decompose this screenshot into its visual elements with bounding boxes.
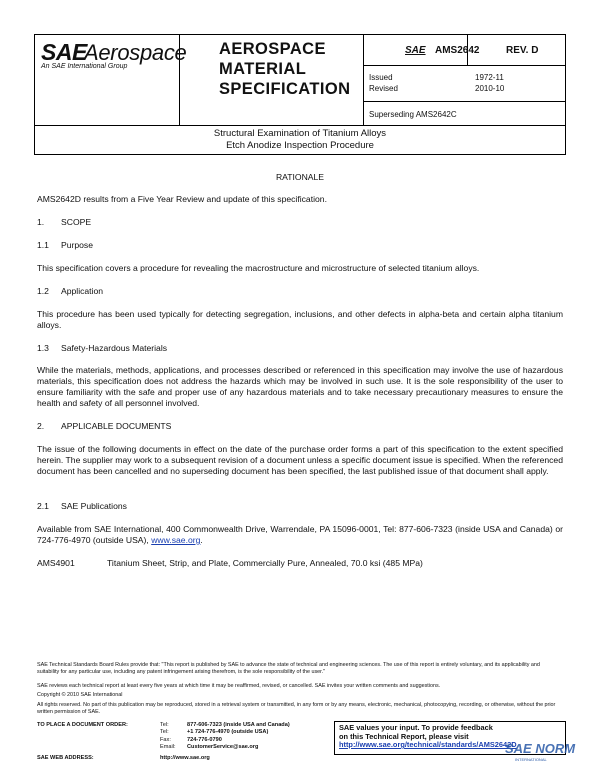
document-number: AMS2642	[435, 45, 480, 56]
spec-type-title	[219, 39, 350, 99]
section-number: 1.	[37, 217, 45, 227]
spec-type-line: AEROSPACE	[219, 40, 326, 58]
footer-rights-text: All rights reserved. No part of this publication may be reproduced, stored in a retrieval system or transmitted, in any form or by any means, electronic, mechanical, photocopying, recording, or otherwise, without the prior written permission of SAE.	[37, 702, 556, 715]
watermark-subtitle: INTERNATIONAL	[515, 757, 547, 762]
watermark-logo: SAE NORM	[505, 741, 576, 756]
tel-label: Tel:	[160, 722, 169, 728]
section-1-1-heading	[37, 240, 93, 250]
section-2-heading	[37, 421, 171, 431]
brand-tagline: An SAE International Group	[41, 63, 128, 70]
section-number: 1.2	[37, 286, 49, 296]
footer-review-text: SAE reviews each technical report at least every five years at which time it may be reaffirmed, revised, or cancelled. SAE invites your written comments and suggestions.	[37, 683, 441, 689]
title-line: Etch Anodize Inspection Procedure	[226, 140, 374, 151]
fax-label: Fax:	[160, 737, 171, 743]
header-rule	[363, 65, 566, 66]
feedback-line: on this Technical Report, please visit	[339, 731, 469, 741]
section-1-2-text: This procedure has been used typically for detecting segregation, inclusions, and other defects in alpha-beta and certain alpha titanium alloys.	[37, 309, 563, 330]
order-label: TO PLACE A DOCUMENT ORDER:	[37, 722, 128, 728]
section-1-heading	[37, 217, 91, 227]
brand-logo-aerospace: Aerospace	[84, 40, 187, 65]
rationale-heading: RATIONALE	[275, 172, 325, 182]
feedback-link[interactable]: http://www.sae.org/technical/standards/AMS2642D	[339, 740, 517, 749]
rationale-text: AMS2642D results from a Five Year Review and update of this specification.	[37, 194, 327, 204]
web-value[interactable]: http://www.sae.org	[160, 755, 210, 761]
email-label: Email:	[160, 744, 176, 750]
tel-value: +1 724-776-4970 (outside USA)	[187, 729, 269, 735]
publication-source: Available from SAE International, 400 Commonwealth Drive, Warrendale, PA 15096-0001, Tel: 877-606-7323 (inside USA and Canada) or 724-776-4970 (outside USA),	[37, 524, 563, 545]
section-2-1-heading	[37, 501, 127, 511]
tel-label: Tel:	[160, 729, 169, 735]
reference-description: Titanium Sheet, Strip, and Plate, Commercially Pure, Annealed, 70.0 ksi (485 MPa)	[107, 558, 423, 568]
spec-type-line: MATERIAL	[219, 60, 307, 78]
document-title	[34, 125, 566, 155]
revised-label: Revised	[369, 84, 398, 93]
section-2-text: The issue of the following documents in effect on the date of the purchase order forms a part of this specification to the extent specified herein. The supplier may work to a subsequent revision of a document unless a specific document issue is specified. When the referenced document has been cancelled and no superseding document has been specified, the last published issue of that document shall apply.	[37, 444, 563, 476]
revised-date: 2010-10	[475, 84, 505, 93]
section-title: APPLICABLE DOCUMENTS	[61, 421, 172, 431]
feedback-line: SAE values your input. To provide feedback	[339, 723, 493, 732]
web-label: SAE WEB ADDRESS:	[37, 755, 94, 761]
reference-code: AMS4901	[37, 558, 75, 568]
tel-value: 877-606-7323 (inside USA and Canada)	[187, 722, 290, 728]
section-number: 1.1	[37, 240, 49, 250]
email-value[interactable]: CustomerService@sae.org	[187, 744, 259, 750]
header-rule	[363, 101, 566, 102]
issued-label: Issued	[369, 73, 393, 82]
header-divider	[363, 35, 364, 125]
brand-logo-sae: SAE	[41, 39, 87, 65]
title-line: Structural Examination of Titanium Alloys	[213, 128, 387, 139]
section-1-2-heading	[37, 286, 103, 296]
revision-label: REV. D	[506, 45, 539, 56]
header-box	[34, 34, 566, 126]
footer-copyright: Copyright © 2010 SAE International	[37, 692, 123, 698]
section-1-3-text: While the materials, methods, applications, and processes described or referenced in this specification may involve the use of hazardous materials, this specification does not address the hazards which may be involved in such use. It is the sole responsibility of the user to ensure familiarity with the safe and proper use of any hazardous materials and to take necessary precautionary measures to ensure the health and safety of all personnel involved.	[37, 365, 563, 408]
section-number: 2.1	[37, 501, 49, 511]
section-number: 2.	[37, 421, 45, 431]
spec-type-line: SPECIFICATION	[219, 80, 351, 98]
reference-entry	[37, 558, 563, 569]
sae-mini-logo: SAE	[405, 45, 426, 56]
section-number: 1.3	[37, 343, 49, 353]
superseding-note: Superseding AMS2642C	[369, 110, 457, 119]
sentence-end: .	[200, 535, 203, 545]
sae-website-link[interactable]: www.sae.org	[151, 535, 201, 545]
footer-rules-text: SAE Technical Standards Board Rules provide that: "This report is published by SAE to advance the state of technical and engineering sciences. The use of this report is entirely voluntary, and its applicability and suitability for any particular use, including any patent infringement arising therefrom, is the sole responsibility of the user."	[37, 662, 540, 675]
section-1-3-heading	[37, 343, 167, 353]
section-title: SAE Publications	[61, 501, 127, 511]
section-title: SCOPE	[61, 217, 92, 227]
fax-value: 724-776-0790	[187, 737, 222, 743]
section-1-1-text: This specification covers a procedure for revealing the macrostructure and microstructure of selected titanium alloys.	[37, 263, 480, 273]
section-title: Application	[61, 286, 104, 296]
section-2-1-text	[37, 524, 563, 546]
section-title: Safety-Hazardous Materials	[61, 343, 168, 353]
issued-date: 1972-11	[475, 73, 504, 82]
section-title: Purpose	[61, 240, 94, 250]
